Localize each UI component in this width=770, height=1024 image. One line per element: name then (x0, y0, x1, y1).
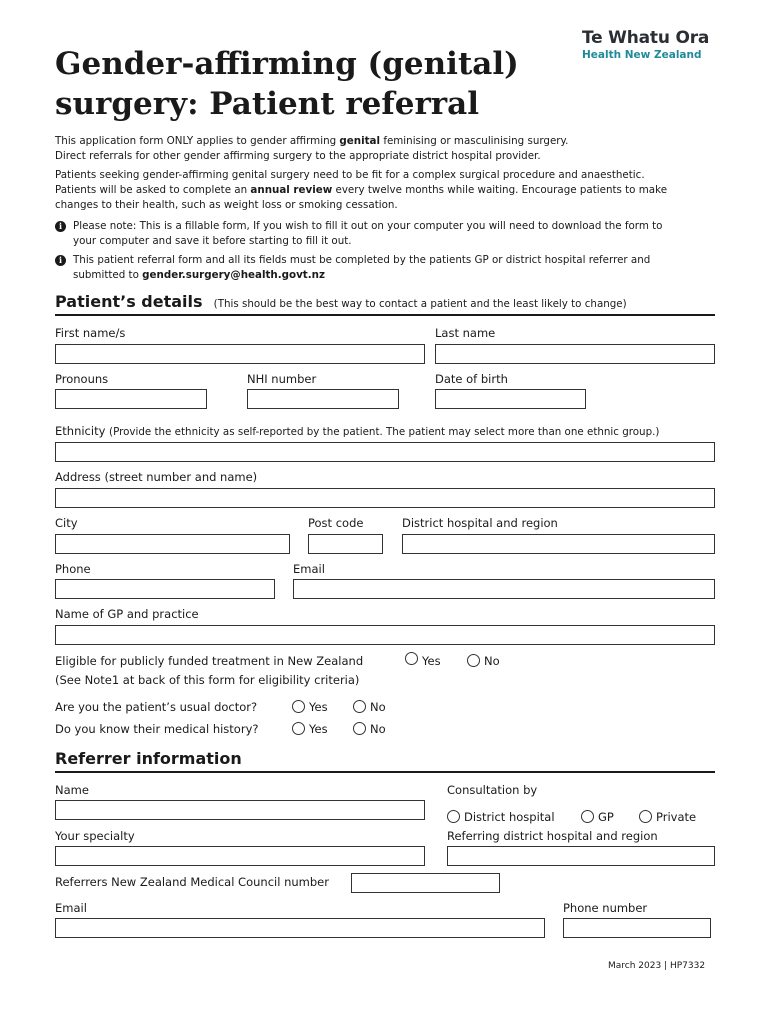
consult-private-radio[interactable] (639, 810, 652, 823)
gp-label: Name of GP and practice (55, 607, 199, 621)
title-line-2: surgery: Patient referral (55, 86, 479, 122)
usual-doctor-no-radio[interactable] (353, 700, 366, 713)
phone-field[interactable] (55, 579, 275, 599)
eligible-note: (See Note1 at back of this form for eligibility criteria) (55, 673, 360, 687)
consult-district-radio[interactable] (447, 810, 460, 823)
council-number-label: Referrers New Zealand Medical Council number (55, 875, 329, 889)
usual-doctor-yes-label: Yes (309, 700, 328, 714)
referrer-name-field[interactable] (55, 800, 425, 820)
referrer-phone-label: Phone number (563, 901, 648, 915)
section-divider (55, 771, 715, 773)
intro-line-4: Patients will be asked to complete an annual review every twelve months while waiting. Encourage patients to make (55, 184, 668, 196)
email-field[interactable] (293, 579, 715, 599)
last-name-label: Last name (435, 326, 496, 340)
usual-doctor-yes-radio[interactable] (292, 700, 305, 713)
email-label: Email (293, 562, 325, 576)
dob-label: Date of birth (435, 372, 508, 386)
council-number-field[interactable] (351, 873, 500, 893)
patient-section-note: (This should be the best way to contact a patient and the least likely to change) (213, 298, 627, 310)
consult-gp-radio[interactable] (581, 810, 594, 823)
first-name-field[interactable] (55, 344, 425, 364)
logo-subtitle: Health New Zealand (582, 49, 702, 61)
submission-email[interactable]: gender.surgery@health.govt.nz (142, 269, 325, 281)
phone-label: Phone (55, 562, 91, 576)
ethnicity-label: Ethnicity (Provide the ethnicity as self-reported by the patient. The patient may select more than one ethnic group.) (55, 424, 660, 438)
intro-line-3: Patients seeking gender-affirming genital surgery need to be fit for a complex surgical procedure and anaesthetic. (55, 169, 645, 181)
title-line-1: Gender-affirming (genital) (55, 46, 519, 82)
last-name-field[interactable] (435, 344, 715, 364)
postcode-field[interactable] (308, 534, 383, 554)
referrer-name-label: Name (55, 783, 89, 797)
referrer-email-field[interactable] (55, 918, 545, 938)
dob-field[interactable] (435, 389, 586, 409)
eligible-yes-label: Yes (422, 654, 441, 668)
city-label: City (55, 516, 78, 530)
eligible-yes-radio[interactable] (405, 652, 418, 665)
pronouns-label: Pronouns (55, 372, 109, 386)
district-field[interactable] (402, 534, 715, 554)
patient-section-heading: Patient’s details (This should be the best way to contact a patient and the least likely to change) (55, 292, 627, 311)
specialty-label: Your specialty (55, 829, 135, 843)
section-divider (55, 314, 715, 316)
nhi-label: NHI number (247, 372, 317, 386)
gp-field[interactable] (55, 625, 715, 645)
usual-doctor-no-label: No (370, 700, 386, 714)
referring-district-field[interactable] (447, 846, 715, 866)
intro-line-5: changes to their health, such as weight loss or smoking cessation. (55, 199, 398, 211)
consult-district-label: District hospital (464, 810, 555, 824)
history-yes-label: Yes (309, 722, 328, 736)
city-field[interactable] (55, 534, 290, 554)
info-icon: i (55, 255, 66, 266)
note-1-line-2: your computer and save it before starting to fill it out. (73, 235, 352, 247)
note-1-line-1: Please note: This is a fillable form, If you wish to fill it out on your computer you will need to download the form to (73, 220, 663, 232)
eligible-label: Eligible for publicly funded treatment in New Zealand (55, 654, 364, 668)
intro-line-1: This application form ONLY applies to gender affirming genital feminising or masculinising surgery. (55, 135, 569, 147)
eligible-no-radio[interactable] (467, 654, 480, 667)
eligible-no-label: No (484, 654, 500, 668)
ethnicity-note: (Provide the ethnicity as self-reported by the patient. The patient may select more than one ethnic group.) (109, 426, 660, 438)
referrer-section-heading: Referrer information (55, 749, 242, 768)
history-no-radio[interactable] (353, 722, 366, 735)
consult-private-label: Private (656, 810, 697, 824)
logo-title: Te Whatu Ora (582, 28, 710, 48)
specialty-field[interactable] (55, 846, 425, 866)
footer-code: March 2023 | HP7332 (608, 961, 706, 971)
intro-line-2: Direct referrals for other gender affirming surgery to the appropriate district hospital provider. (55, 150, 541, 162)
history-yes-radio[interactable] (292, 722, 305, 735)
referrer-email-label: Email (55, 901, 87, 915)
history-no-label: No (370, 722, 386, 736)
pronouns-field[interactable] (55, 389, 207, 409)
nhi-field[interactable] (247, 389, 399, 409)
postcode-label: Post code (308, 516, 364, 530)
note-2-line-2: submitted to gender.surgery@health.govt.nz (73, 269, 325, 281)
consultation-label: Consultation by (447, 783, 538, 797)
history-label: Do you know their medical history? (55, 722, 259, 736)
usual-doctor-label: Are you the patient’s usual doctor? (55, 700, 258, 714)
referring-district-label: Referring district hospital and region (447, 829, 658, 843)
address-label: Address (street number and name) (55, 470, 258, 484)
district-label: District hospital and region (402, 516, 558, 530)
page-title (55, 44, 519, 124)
first-name-label: First name/s (55, 326, 126, 340)
address-field[interactable] (55, 488, 715, 508)
info-icon: i (55, 221, 66, 232)
ethnicity-field[interactable] (55, 442, 715, 462)
referrer-phone-field[interactable] (563, 918, 711, 938)
consult-gp-label: GP (598, 810, 614, 824)
note-2-line-1: This patient referral form and all its fields must be completed by the patients GP or district hospital referrer and (73, 254, 651, 266)
